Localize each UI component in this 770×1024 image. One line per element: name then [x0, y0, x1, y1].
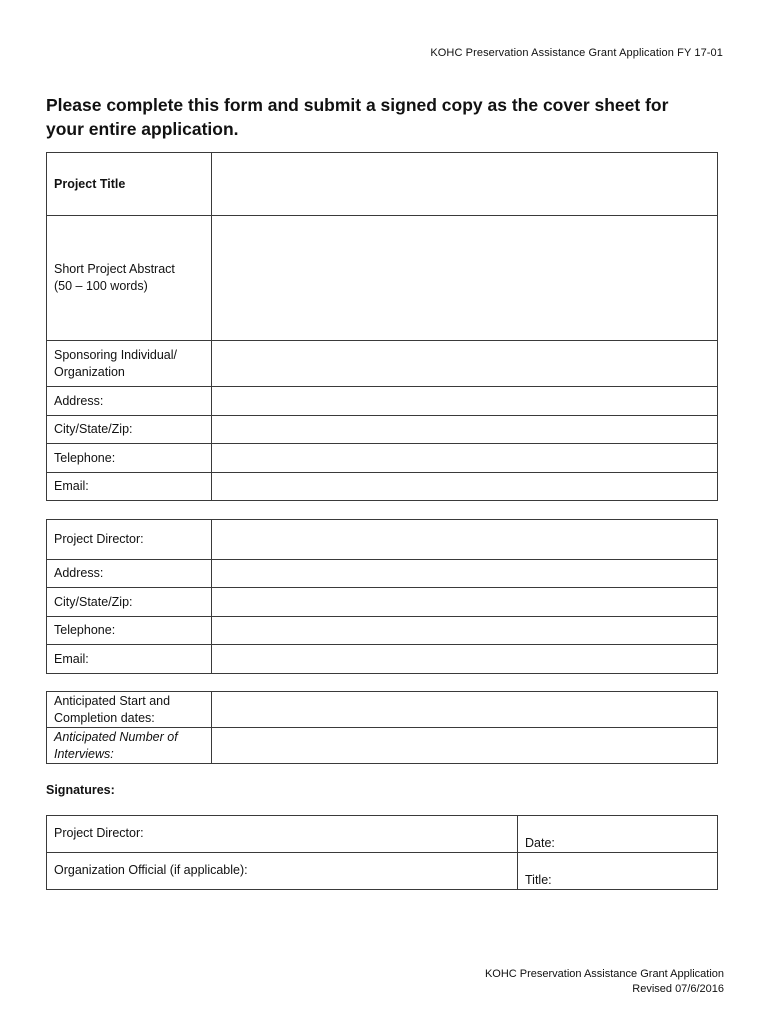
footer-line1: KOHC Preservation Assistance Grant Application	[484, 968, 724, 980]
title-field[interactable]	[518, 853, 718, 890]
director-email-field[interactable]	[212, 645, 718, 674]
abstract-label-line2: (50 – 100 words)	[54, 279, 148, 293]
sponsor-email-label: Email:	[47, 473, 212, 501]
abstract-label	[47, 216, 212, 341]
schedule-table	[46, 691, 718, 764]
page-title: Please complete this form and submit a signed copy as the cover sheet for your entire application.	[46, 95, 669, 139]
sponsor-address-label: Address:	[47, 387, 212, 416]
project-title-field[interactable]	[212, 153, 718, 216]
sponsor-email-field[interactable]	[212, 473, 718, 501]
document-footer	[485, 967, 724, 997]
interviews-label	[47, 728, 212, 764]
abstract-field[interactable]	[212, 216, 718, 341]
interviews-label-line1: Anticipated Number of	[54, 729, 178, 744]
dates-label-line1: Anticipated Start and	[54, 693, 171, 708]
official-signature-label: Organization Official (if applicable):	[54, 863, 248, 877]
date-label: Date:	[525, 836, 555, 850]
director-city-label: City/State/Zip:	[47, 588, 212, 617]
interviews-label-line2: Interviews:	[54, 746, 114, 761]
project-info-table	[46, 152, 718, 501]
director-field[interactable]	[212, 520, 718, 560]
document-header: KOHC Preservation Assistance Grant Application FY 17-01	[430, 47, 723, 59]
title-label: Title:	[525, 873, 552, 887]
director-address-label: Address:	[47, 560, 212, 588]
footer-line2: Revised 07/6/2016	[632, 983, 724, 995]
sponsor-label-line2: Organization	[54, 364, 125, 379]
sponsor-city-label: City/State/Zip:	[47, 416, 212, 444]
interviews-field[interactable]	[212, 728, 718, 764]
director-info-table	[46, 519, 718, 674]
sponsor-label	[47, 341, 212, 387]
dates-field[interactable]	[212, 692, 718, 728]
abstract-label-line1: Short Project Abstract	[54, 262, 175, 276]
director-telephone-label: Telephone:	[47, 617, 212, 645]
sponsor-telephone-label: Telephone:	[47, 444, 212, 473]
signatures-table	[46, 815, 718, 890]
sponsor-field[interactable]	[212, 341, 718, 387]
dates-label-line2: Completion dates:	[54, 710, 155, 725]
director-email-label: Email:	[47, 645, 212, 674]
sponsor-address-field[interactable]	[212, 387, 718, 416]
sponsor-city-field[interactable]	[212, 416, 718, 444]
director-signature-field[interactable]	[47, 816, 518, 853]
director-signature-label: Project Director:	[54, 826, 144, 840]
director-address-field[interactable]	[212, 560, 718, 588]
director-telephone-field[interactable]	[212, 617, 718, 645]
director-city-field[interactable]	[212, 588, 718, 617]
project-title-label: Project Title	[47, 153, 212, 216]
director-label: Project Director:	[47, 520, 212, 560]
date-field[interactable]	[518, 816, 718, 853]
sponsor-telephone-field[interactable]	[212, 444, 718, 473]
official-signature-field[interactable]	[47, 853, 518, 890]
sponsor-label-line1: Sponsoring Individual/	[54, 347, 177, 362]
dates-label	[47, 692, 212, 728]
signatures-heading: Signatures:	[46, 783, 115, 797]
